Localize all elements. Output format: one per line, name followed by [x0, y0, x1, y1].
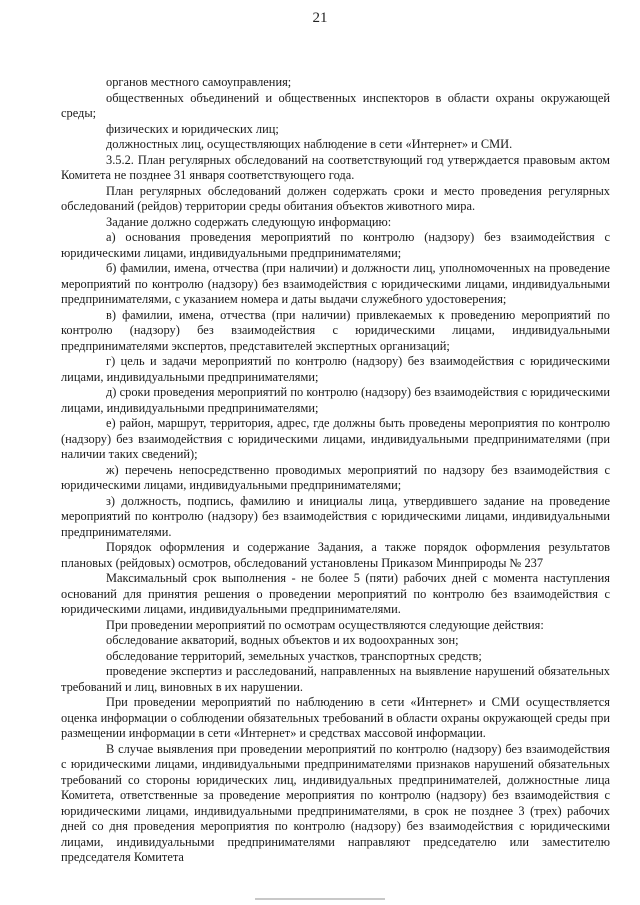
paragraph: органов местного самоуправления;: [106, 75, 292, 89]
paragraph: е) район, маршрут, территория, адрес, где должны быть проведены мероприятия по контролю (надзору) без взаимодействия с юридическими лицами, индивидуальными предпринимателями (при наличии таких сведений);: [61, 416, 610, 461]
paragraph: обследование территорий, земельных участков, транспортных средств;: [106, 648, 482, 663]
paragraph: обследование акваторий, водных объектов и их водоохранных зон;: [106, 633, 459, 647]
document-body: [61, 75, 610, 866]
paragraph: Максимальный срок выполнения - не более 5 (пяти) рабочих дней с момента наступления оснований для принятия решения о проведении мероприятий по контролю без взаимодействия с юридическими лицами, индивидуальными предпринимателями.: [61, 571, 610, 616]
paragraph: При проведении мероприятий по осмотрам осуществляются следующие действия:: [106, 617, 544, 632]
paragraph: а) основания проведения мероприятий по контролю (надзору) без взаимодействия с юридическими лицами, индивидуальными предпринимателями;: [61, 230, 610, 260]
scan-artifact: [255, 898, 385, 900]
paragraph: В случае выявления при проведении мероприятий по контролю (надзору) без взаимодействия с юридическими лицами, индивидуальными предпринимателями признаков нарушений обязательных требований со стороны юридических лиц, индивидуальных предпринимателей, должностные лица Комитета, ответственные за проведение мероприятия по контролю (надзору) без взаимодействия с юридическими лицами, индивидуальными предпринимателями, в срок не позднее 3 (трех) рабочих дней со дня проведения мероприятия по контролю (надзору) без взаимодействия с юридическими лицами, индивидуальными предпринимателями направляют председателю или заместителю председателя Комитета: [61, 741, 610, 864]
paragraph: проведение экспертиз и расследований, направленных на выявление нарушений обязательных требований и лиц, виновных в их нарушении.: [61, 664, 610, 694]
paragraph: 3.5.2. План регулярных обследований на соответствующий год утверждается правовым актом Комитета не позднее 31 января соответствующего года.: [61, 152, 610, 182]
paragraph: Задание должно содержать следующую информацию:: [106, 214, 392, 229]
paragraph: з) должность, подпись, фамилию и инициалы лица, утвердившего задание на проведение мероприятий по контролю (надзору) без взаимодействия с юридическими лицами, индивидуальными предпринимателями.: [61, 493, 610, 539]
paragraph: г) цель и задачи мероприятий по контролю (надзору) без взаимодействия с юридическими лицами, индивидуальными предпринимателями;: [61, 354, 610, 384]
paragraph: При проведении мероприятий по наблюдению в сети «Интернет» и СМИ осуществляется оценка информации о соблюдении обязательных требований в области охраны окружающей среды при размещении информации в сети «Интернет» и средствах массовой информации.: [61, 695, 610, 740]
paragraph: общественных объединений и общественных инспекторов в области охраны окружающей среды;: [61, 90, 610, 120]
paragraph: должностных лиц, осуществляющих наблюдение в сети «Интернет» и СМИ.: [106, 137, 513, 151]
paragraph: б) фамилии, имена, отчества (при наличии) и должности лиц, уполномоченных на проведение мероприятий по контролю (надзору) без взаимодействия с юридическими лицами, индивидуальными предпринимателями, с указанием номера и даты выдачи служебного удостоверения;: [61, 261, 610, 306]
paragraph: д) сроки проведения мероприятий по контролю (надзору) без взаимодействия с юридическими лицами, индивидуальными предпринимателями;: [61, 385, 610, 415]
paragraph: в) фамилии, имена, отчества (при наличии) привлекаемых к проведению мероприятий по контролю (надзору) без взаимодействия с юридическими лицами, индивидуальными предпринимателями экспертов, представителей экспертных организаций;: [61, 307, 610, 353]
paragraph: физических и юридических лиц;: [106, 121, 279, 136]
paragraph: ж) перечень непосредственно проводимых мероприятий по надзору без взаимодействия с юридическими лицами, индивидуальными предпринимателями;: [61, 462, 610, 492]
paragraph: Порядок оформления и содержание Задания, а также порядок оформления результатов плановых (рейдовых) осмотров, обследований установлены Приказом Минприроды № 237: [61, 540, 610, 570]
page-number: 21: [312, 10, 328, 26]
paragraph: План регулярных обследований должен содержать сроки и место проведения регулярных обследований (рейдов) территории среды обитания объектов животного мира.: [61, 183, 610, 213]
